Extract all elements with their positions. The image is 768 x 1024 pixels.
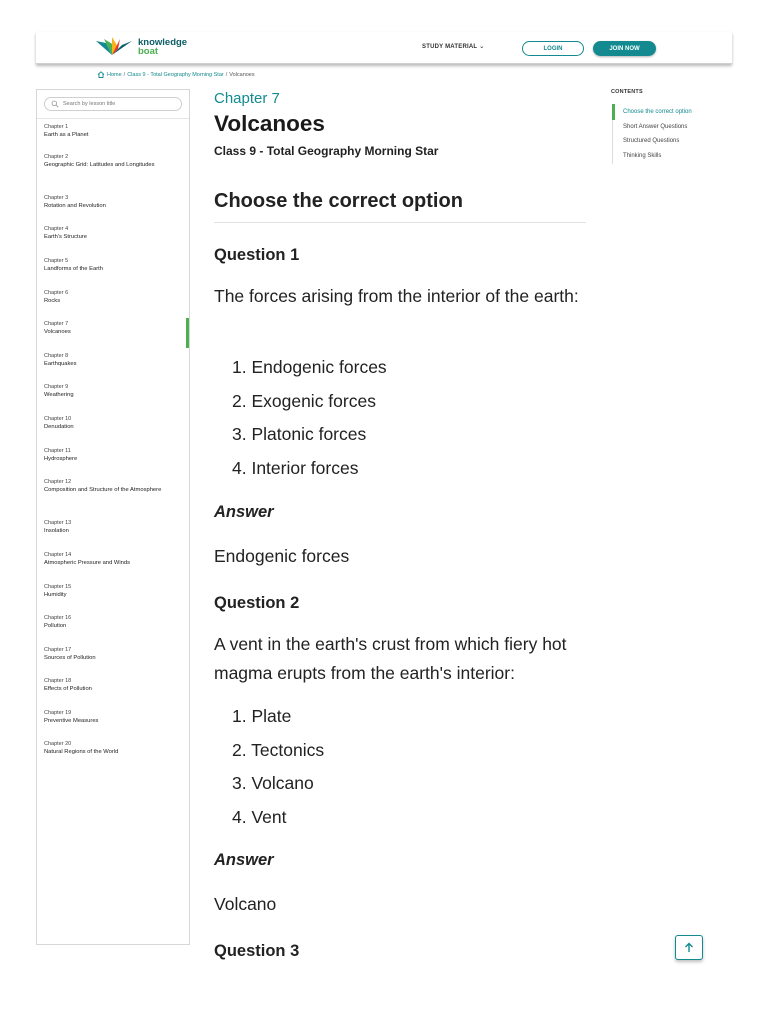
chapter-title: Pollution: [44, 623, 67, 629]
logo-text-boat: boat: [138, 46, 159, 57]
chapter-title: Composition and Structure of the Atmosphere: [44, 487, 162, 493]
sidebar-item-chapter-16[interactable]: [44, 615, 184, 630]
sidebar-item-chapter-19[interactable]: [44, 710, 184, 725]
chapter-title: Earth as a Planet: [44, 132, 89, 138]
question-2-text: A vent in the earth's crust from which fiery hot magma erupts from the earth's interior:: [214, 634, 567, 683]
study-material-label: STUDY MATERIAL: [422, 43, 478, 50]
answer-label: Answer: [214, 851, 274, 869]
chapter-number: Chapter 14: [44, 552, 72, 558]
chapter-title: Insolation: [44, 528, 69, 534]
question-2-option-4: 4. Vent: [232, 807, 287, 827]
chapter-number: Chapter 7: [44, 321, 69, 327]
question-1-heading: Question 1: [214, 246, 300, 264]
chapter-title: Geographic Grid: Latitudes and Longitudes: [44, 162, 155, 168]
sidebar-item-chapter-14[interactable]: [44, 552, 184, 567]
search-input[interactable]: [63, 101, 173, 107]
section-title: Choose the correct option: [214, 190, 463, 212]
chapter-title: Hydrosphere: [44, 456, 78, 462]
logo-icon: [96, 37, 134, 57]
chapter-title: Earth's Structure: [44, 234, 87, 240]
login-button[interactable]: LOGIN: [522, 41, 584, 56]
page-title: Volcanoes: [214, 111, 325, 136]
question-1-option-1: 1. Endogenic forces: [232, 357, 387, 377]
sidebar-item-chapter-17[interactable]: [44, 647, 184, 662]
chapter-number: Chapter 9: [44, 384, 69, 390]
question-2-option-3: 3. Volcano: [232, 773, 314, 793]
scroll-to-top-button[interactable]: [675, 935, 703, 960]
chapter-number: Chapter 8: [44, 353, 69, 359]
chapter-number: Chapter 19: [44, 710, 72, 716]
chapter-number: Chapter 20: [44, 741, 72, 747]
question-1-option-3: 3. Platonic forces: [232, 424, 367, 444]
book-title: Class 9 - Total Geography Morning Star: [214, 144, 439, 158]
sidebar-item-chapter-4[interactable]: [44, 226, 184, 241]
chapter-number: Chapter 17: [44, 647, 72, 653]
chapter-title: Volcanoes: [44, 329, 71, 335]
breadcrumb-current: Volcanoes: [229, 71, 255, 78]
breadcrumb-separator: /: [225, 71, 228, 78]
chapter-title: Rocks: [44, 298, 61, 304]
home-icon[interactable]: [97, 71, 105, 78]
sidebar-item-chapter-2[interactable]: [44, 154, 184, 169]
arrow-up-icon: [684, 942, 694, 953]
chapter-number: Chapter 12: [44, 479, 72, 485]
chapter-number: Chapter 10: [44, 416, 72, 422]
chevron-down-icon: ⌄: [479, 44, 485, 50]
main-header: [214, 90, 586, 158]
toc-item-short-answer[interactable]: Short Answer Questions: [623, 124, 688, 130]
question-1-answer: Endogenic forces: [214, 546, 350, 566]
logo-text-knowledge: knowledge: [138, 37, 188, 48]
chapter-number: Chapter 4: [44, 226, 69, 232]
sidebar-item-chapter-8[interactable]: [44, 353, 184, 368]
divider: [37, 118, 189, 119]
chapter-title: Humidity: [44, 592, 67, 598]
breadcrumb-home[interactable]: Home: [107, 71, 122, 78]
chapter-number: Chapter 3: [44, 195, 69, 201]
chapter-title: Landforms of the Earth: [44, 266, 103, 272]
chapter-number: Chapter 13: [44, 520, 72, 526]
sidebar-item-chapter-18[interactable]: [44, 678, 184, 693]
breadcrumb: [97, 71, 255, 78]
sidebar-item-chapter-11[interactable]: [44, 448, 184, 463]
chapter-title: Effects of Pollution: [44, 686, 92, 692]
question-2-option-2: 2. Tectonics: [232, 740, 325, 760]
chapter-title: Natural Regions of the World: [44, 749, 119, 755]
sidebar-item-chapter-12[interactable]: [44, 479, 184, 494]
question-1-option-4: 4. Interior forces: [232, 458, 359, 478]
sidebar-item-chapter-7[interactable]: [44, 321, 184, 336]
question-3-heading: Question 3: [214, 942, 300, 960]
top-header: [36, 32, 732, 64]
breadcrumb-separator: /: [123, 71, 126, 78]
divider: [214, 222, 586, 223]
logo[interactable]: [96, 37, 187, 57]
lesson-search[interactable]: [44, 97, 182, 111]
contents-label: CONTENTS: [611, 89, 643, 95]
chapter-sidebar: [36, 89, 190, 945]
search-icon: [51, 100, 59, 108]
join-now-button[interactable]: JOIN NOW: [593, 41, 656, 56]
chapter-number: Chapter 11: [44, 448, 71, 454]
answer-label: Answer: [214, 503, 274, 521]
chapter-title: Sources of Pollution: [44, 655, 96, 661]
sidebar-item-chapter-1[interactable]: [44, 124, 184, 139]
chapter-number: Chapter 15: [44, 584, 72, 590]
sidebar-item-chapter-13[interactable]: [44, 520, 184, 535]
sidebar-item-chapter-5[interactable]: [44, 258, 184, 273]
sidebar-item-chapter-9[interactable]: [44, 384, 184, 399]
sidebar-item-chapter-10[interactable]: [44, 416, 184, 431]
active-chapter-indicator: [186, 318, 189, 348]
toc-active-indicator: [612, 104, 615, 120]
toc-item-choose-correct-option[interactable]: Choose the correct option: [623, 109, 692, 115]
sidebar-item-chapter-3[interactable]: [44, 195, 184, 210]
question-1-option-2: 2. Exogenic forces: [232, 391, 376, 411]
chapter-title: Atmospheric Pressure and Winds: [44, 560, 131, 566]
chapter-number: Chapter 6: [44, 290, 69, 296]
chapter-number: Chapter 1: [44, 124, 69, 130]
breadcrumb-book[interactable]: Class 9 - Total Geography Morning Star: [127, 71, 224, 78]
chapter-number: Chapter 18: [44, 678, 72, 684]
toc-item-structured[interactable]: Structured Questions: [623, 138, 680, 144]
question-2-heading: Question 2: [214, 594, 300, 612]
chapter-title: Weathering: [44, 392, 74, 398]
chapter-number: Chapter 16: [44, 615, 72, 621]
chapter-number: Chapter 2: [44, 154, 69, 160]
question-2-answer: Volcano: [214, 894, 277, 914]
study-material-menu[interactable]: [422, 43, 484, 50]
chapter-number: Chapter 5: [44, 258, 69, 264]
sidebar-item-chapter-6[interactable]: [44, 290, 184, 305]
chapter-title: Preventive Measures: [44, 718, 99, 724]
chapter-title: Denudation: [44, 424, 74, 430]
chapter-title: Earthquakes: [44, 361, 77, 367]
question-1-text: The forces arising from the interior of the earth:: [214, 286, 579, 306]
sidebar-item-chapter-20[interactable]: [44, 741, 184, 756]
sidebar-item-chapter-15[interactable]: [44, 584, 184, 599]
chapter-title: Rotation and Revolution: [44, 203, 106, 209]
question-2-option-1: 1. Plate: [232, 706, 292, 726]
chapter-label: Chapter 7: [214, 90, 280, 107]
toc-item-thinking-skills[interactable]: Thinking Skills: [623, 153, 662, 159]
